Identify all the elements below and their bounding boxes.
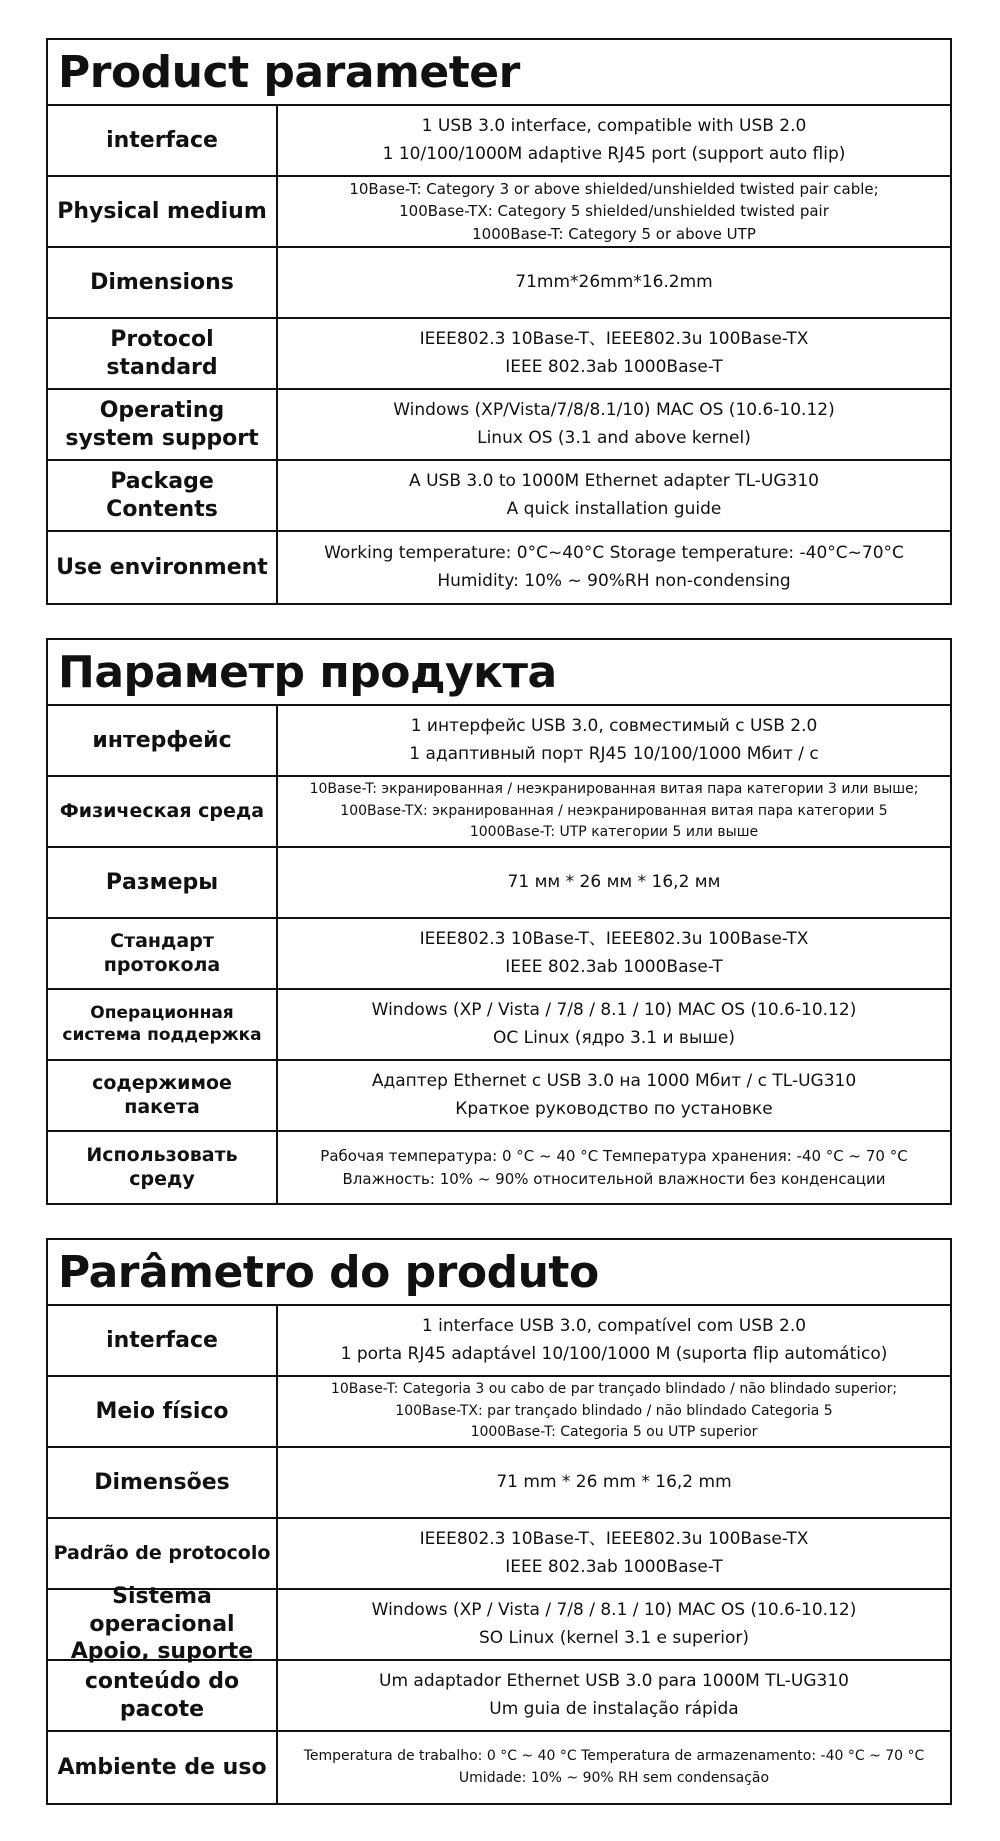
value-line: Краткое руководство по установке xyxy=(455,1098,773,1119)
value-line: Windows (XP / Vista / 7/8 / 8.1 / 10) MAC OS (10.6-10.12) xyxy=(371,1000,857,1021)
value-line: Linux OS (3.1 and above kernel) xyxy=(477,427,751,448)
value-line: ОС Linux (ядро 3.1 и выше) xyxy=(492,1027,736,1048)
row-label: Размеры xyxy=(48,848,278,917)
row-label: Use environment xyxy=(48,532,278,603)
row-label: Package Contents xyxy=(48,461,278,530)
row-value xyxy=(278,777,950,846)
product-parameter-table-pt xyxy=(46,1238,952,1805)
row-label: Dimensões xyxy=(48,1448,278,1517)
table-row xyxy=(48,106,950,177)
product-parameter-table-ru xyxy=(46,638,952,1205)
row-label: Физическая среда xyxy=(48,777,278,846)
row-value xyxy=(278,848,950,917)
table-row xyxy=(48,848,950,919)
row-value xyxy=(278,1448,950,1517)
value-line: IEEE 802.3ab 1000Base-T xyxy=(505,356,723,377)
row-label: Ambiente de uso xyxy=(48,1732,278,1803)
table-title: Параметр продукта xyxy=(48,640,950,706)
table-row xyxy=(48,1584,950,1665)
value-line: 10Base-T: Category 3 or above shielded/unshielded twisted pair cable; xyxy=(349,179,879,198)
value-line: Umidade: 10% ~ 90% RH sem condensação xyxy=(458,1769,770,1786)
value-line: Um adaptador Ethernet USB 3.0 para 1000M TL-UG310 xyxy=(379,1671,849,1692)
row-label: conteúdo do pacote xyxy=(48,1661,278,1730)
row-value xyxy=(278,177,950,246)
value-line: SO Linux (kernel 3.1 e superior) xyxy=(478,1627,750,1648)
value-line: IEEE802.3 10Base-T、IEEE802.3u 100Base-TX xyxy=(419,929,809,950)
row-value xyxy=(278,1590,950,1659)
row-value xyxy=(278,1132,950,1203)
value-line: Working temperature: 0°C~40°C Storage temperature: -40°C~70°C xyxy=(324,543,904,564)
table-row xyxy=(48,1448,950,1519)
row-label: Meio físico xyxy=(48,1377,278,1446)
value-line: 100Base-TX: экранированная / неэкранированная витая пара категории 5 xyxy=(340,802,888,819)
row-value xyxy=(278,1661,950,1730)
row-value xyxy=(278,532,950,603)
value-line: Рабочая температура: 0 °C ~ 40 °C Температура хранения: -40 °C ~ 70 °C xyxy=(320,1147,908,1165)
value-line: A quick installation guide xyxy=(506,498,722,519)
row-value xyxy=(278,1306,950,1375)
row-value xyxy=(278,1519,950,1588)
value-line: 10Base-T: экранированная / неэкранированная витая пара категории 3 или выше; xyxy=(309,780,919,797)
row-label: содержимое пакета xyxy=(48,1061,278,1130)
table-row xyxy=(48,532,950,603)
value-line: 71mm*26mm*16.2mm xyxy=(515,271,713,292)
value-line: Windows (XP/Vista/7/8/8.1/10) MAC OS (10.6-10.12) xyxy=(393,400,835,421)
value-line: 71 мм * 26 мм * 16,2 мм xyxy=(507,871,721,892)
value-line: 1000Base-T: UTP категории 5 или выше xyxy=(469,824,759,841)
row-value xyxy=(278,248,950,317)
table-title: Product parameter xyxy=(48,40,950,106)
table-row xyxy=(48,777,950,848)
table-row xyxy=(48,1377,950,1448)
row-label: Padrão de protocolo xyxy=(48,1519,278,1588)
value-line: Temperatura de trabalho: 0 °C ~ 40 °C Temperatura de armazenamento: -40 °C ~ 70 °C xyxy=(303,1747,925,1764)
row-value xyxy=(278,919,950,988)
value-line: 71 mm * 26 mm * 16,2 mm xyxy=(496,1471,732,1492)
value-line: IEEE802.3 10Base-T、IEEE802.3u 100Base-TX xyxy=(419,329,809,350)
table-row xyxy=(48,706,950,777)
row-value xyxy=(278,706,950,775)
row-label: интерфейс xyxy=(48,706,278,775)
value-line: Humidity: 10% ~ 90%RH non-condensing xyxy=(437,570,791,591)
value-line: IEEE 802.3ab 1000Base-T xyxy=(505,1556,723,1577)
value-line: 1 10/100/1000M adaptive RJ45 port (support auto flip) xyxy=(382,143,846,164)
value-line: 1 interface USB 3.0, compatível com USB 2.0 xyxy=(421,1316,807,1337)
row-label: Стандарт протокола xyxy=(48,919,278,988)
value-line: Адаптер Ethernet с USB 3.0 на 1000 Мбит / с TL-UG310 xyxy=(371,1071,857,1092)
table-row xyxy=(48,1519,950,1590)
row-value xyxy=(278,319,950,388)
value-line: 1000Base-T: Category 5 or above UTP xyxy=(472,224,756,243)
row-value xyxy=(278,1732,950,1803)
table-row xyxy=(48,461,950,532)
value-line: 1 porta RJ45 adaptável 10/100/1000 M (suporta flip automático) xyxy=(340,1343,888,1364)
row-value xyxy=(278,461,950,530)
table-title: Parâmetro do produto xyxy=(48,1240,950,1306)
value-line: 1 интерфейс USB 3.0, совместимый с USB 2.0 xyxy=(410,716,818,737)
row-label: Operating system support xyxy=(48,390,278,459)
value-line: 100Base-TX: Category 5 shielded/unshielded twisted pair xyxy=(399,202,829,221)
table-row xyxy=(48,319,950,390)
row-label: Операционная система поддержка xyxy=(48,990,278,1059)
row-label: Sistema operacional Apoio, suporte xyxy=(48,1590,278,1659)
row-value xyxy=(278,1061,950,1130)
row-value xyxy=(278,990,950,1059)
table-row xyxy=(48,1061,950,1132)
row-label: Dimensions xyxy=(48,248,278,317)
row-value xyxy=(278,1377,950,1446)
table-row xyxy=(48,177,950,248)
value-line: 10Base-T: Categoria 3 ou cabo de par trançado blindado / não blindado superior; xyxy=(330,1380,898,1397)
row-label: Использовать среду xyxy=(48,1132,278,1203)
value-line: Windows (XP / Vista / 7/8 / 8.1 / 10) MAC OS (10.6-10.12) xyxy=(371,1600,857,1621)
row-label: interface xyxy=(48,106,278,175)
product-parameter-table-en xyxy=(46,38,952,605)
table-row xyxy=(48,390,950,461)
value-line: 1 адаптивный порт RJ45 10/100/1000 Мбит / с xyxy=(409,743,819,764)
row-label: Protocol standard xyxy=(48,319,278,388)
value-line: 1 USB 3.0 interface, compatible with USB 2.0 xyxy=(421,116,807,137)
table-row xyxy=(48,1306,950,1377)
value-line: IEEE 802.3ab 1000Base-T xyxy=(505,956,723,977)
table-row xyxy=(48,1661,950,1732)
row-label: interface xyxy=(48,1306,278,1375)
row-value xyxy=(278,390,950,459)
value-line: A USB 3.0 to 1000M Ethernet adapter TL-UG310 xyxy=(409,471,819,492)
value-line: Влажность: 10% ~ 90% относительной влажности без конденсации xyxy=(342,1169,886,1188)
value-line: 100Base-TX: par trançado blindado / não blindado Categoria 5 xyxy=(395,1402,833,1419)
row-value xyxy=(278,106,950,175)
table-row xyxy=(48,990,950,1061)
value-line: Um guia de instalação rápida xyxy=(489,1698,739,1719)
table-row xyxy=(48,248,950,319)
value-line: 1000Base-T: Categoria 5 ou UTP superior xyxy=(470,1424,758,1441)
table-row xyxy=(48,1132,950,1203)
table-row xyxy=(48,919,950,990)
row-label: Physical medium xyxy=(48,177,278,246)
table-row xyxy=(48,1732,950,1803)
value-line: IEEE802.3 10Base-T、IEEE802.3u 100Base-TX xyxy=(419,1529,809,1550)
